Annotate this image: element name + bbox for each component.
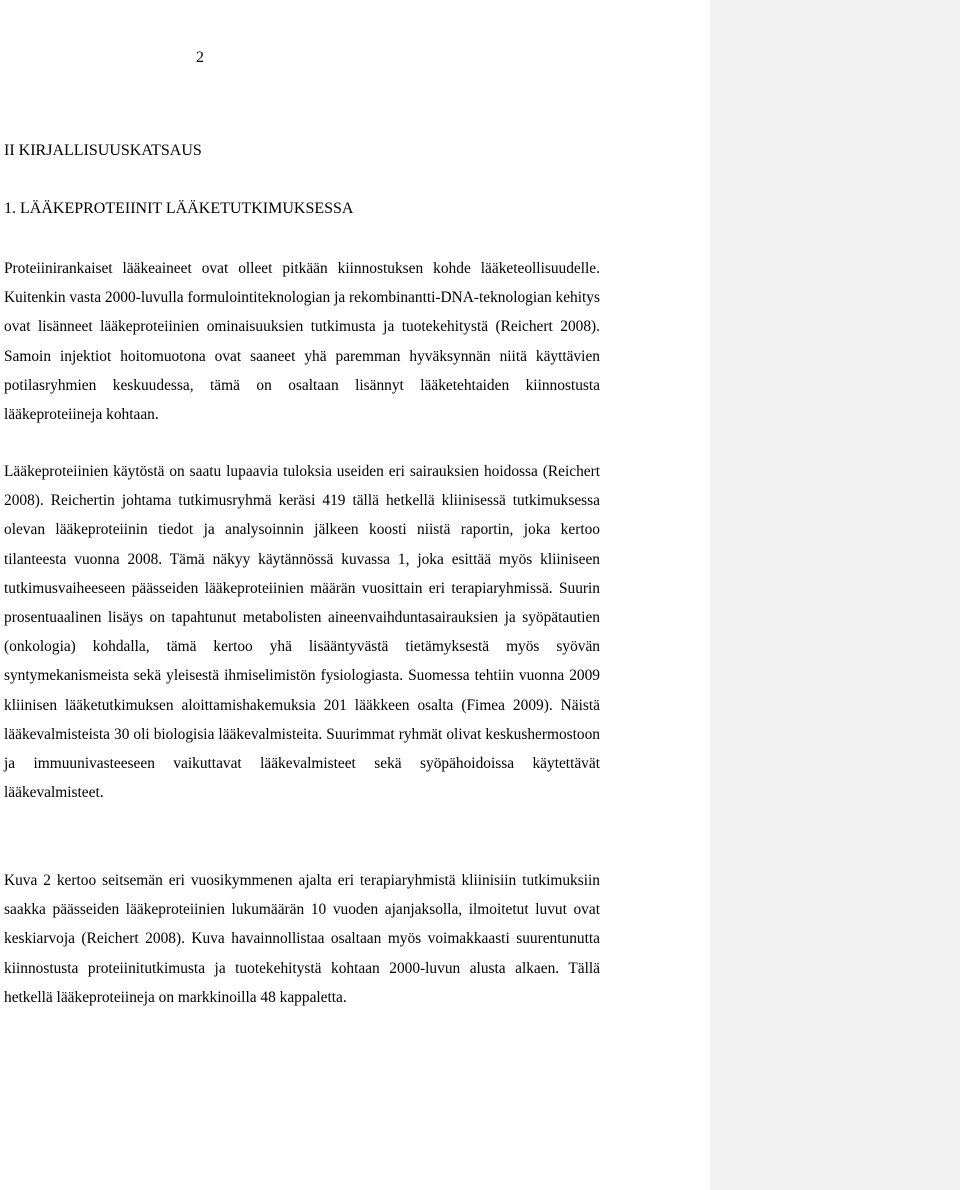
paragraph: Lääkeproteiinien käytöstä on saatu lupaavia tuloksia useiden eri sairauksien hoidossa (Reichert 2008). Reichertin johtama tutkimusryhmä keräsi 419 tällä hetkellä kliinisessä tutkimuksessa olevan lääkeproteiinin tiedot ja analysoinnin jälkeen koosti niistä raportin, joka kertoo tilanteesta vuonna 2008. Tämä näkyy käytännössä kuvassa 1, joka esittää myös kliiniseen tutkimusvaiheeseen päässeiden lääkeproteiinien määrän vuosittain eri terapiaryhmissä. Suurin prosentuaalinen lisäys on tapahtunut metabolisten aineenvaihduntasairauksien ja syöpätautien (onkologia) kohdalla, tämä kertoo yhä lisääntyvästä tietämyksestä myös syövän syntymekanismeista sekä yleisestä ihmiselimistön fysiologiasta. Suomessa tehtiin vuonna 2009 kliinisen lääketutkimuksen aloittamishakemuksia 201 lääkkeen osalta (Fimea 2009). Näistä lääkevalmisteista 30 oli biologisia lääkevalmisteita. Suurimmat ryhmät olivat keskushermostoon ja immuunivasteeseen vaikuttavat lääkevalmisteet sekä syöpähoidoissa käytettävät lääkevalmisteet. xyxy=(4,463,600,802)
subsection-title: 1. LÄÄKEPROTEIINIT LÄÄKETUTKIMUKSESSA xyxy=(4,200,354,217)
paragraph: Proteiinirankaiset lääkeaineet ovat olleet pitkään kiinnostuksen kohde lääketeollisuudelle. Kuitenkin vasta 2000-luvulla formulointiteknologian ja rekombinantti-DNA-teknologian kehitys ovat lisänneet lääkeproteiinien ominaisuuksien tutkimusta ja tuotekehitystä (Reichert 2008). Samoin injektiot hoitomuotona ovat saaneet yhä paremman hyväksynnän niitä käyttävien potilasryhmien keskuudessa, tämä on osaltaan lisännyt lääketehtaiden kiinnostusta lääkeproteiineja kohtaan. xyxy=(4,260,600,424)
comment-margin-pane xyxy=(710,0,960,1190)
paragraph: Kuva 2 kertoo seitsemän eri vuosikymmenen ajalta eri terapiaryhmistä kliinisiin tutkimuksiin saakka päässeiden lääkeproteiinien lukumäärän 10 vuoden ajanjaksolla, ilmoitetut luvut ovat keskiarvoja (Reichert 2008). Kuva havainnollistaa osaltaan myös voimakkaasti suurentunutta kiinnostusta proteiinitutkimusta ja tuotekehitystä kohtaan 2000-luvun alusta alkaen. Tällä hetkellä lääkeproteiineja on markkinoilla 48 kappaletta. xyxy=(4,872,600,1006)
page-number: 2 xyxy=(196,49,204,66)
section-title: II KIRJALLISUUSKATSAUS xyxy=(4,142,202,159)
